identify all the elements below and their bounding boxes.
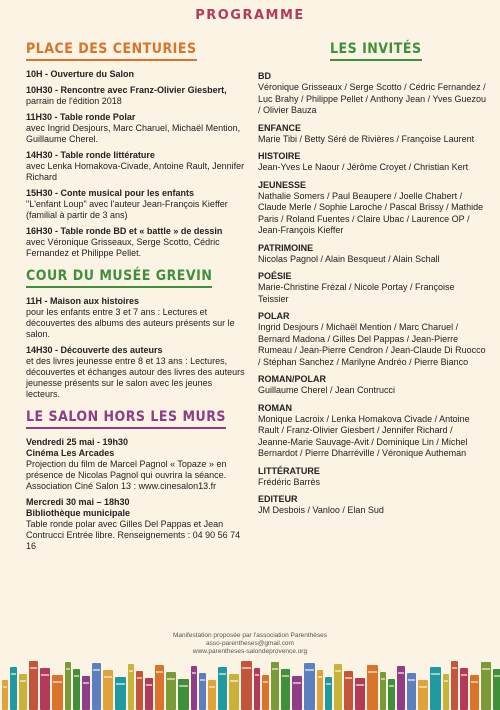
book-band	[255, 674, 259, 676]
event-title: 10H - Ouverture du Salon	[26, 69, 135, 79]
book-band	[3, 686, 7, 688]
book-spine	[82, 676, 90, 710]
book-spine	[380, 672, 386, 710]
book-band	[53, 681, 62, 683]
book-band	[242, 667, 251, 669]
book-spine	[229, 674, 239, 710]
book-band	[219, 673, 226, 675]
book-spine	[19, 674, 27, 710]
footer-email[interactable]: asso-parentheses@gmail.com	[206, 640, 294, 647]
event-title: 10H30 - Rencontre avec Franz-Olivier Giesbert,	[26, 85, 227, 95]
category-members: Marie-Christine Frézal / Nicole Portay / Françoise Teissier	[258, 282, 455, 304]
book-spine	[166, 672, 176, 710]
category-name: ROMAN/POLAR	[258, 374, 326, 384]
book-band	[66, 668, 70, 670]
event-item	[26, 345, 248, 400]
book-spine	[199, 673, 206, 710]
book-band	[30, 667, 37, 669]
event-item	[26, 85, 248, 107]
book-spine	[115, 677, 126, 710]
book-band	[200, 679, 205, 681]
guest-category	[258, 71, 486, 117]
guest-category	[258, 151, 486, 174]
book-band	[398, 672, 404, 674]
book-spine	[136, 671, 143, 710]
section-salon-hors-les-murs	[26, 408, 248, 552]
section-cour-du-musee	[26, 267, 248, 400]
event-title: 11H30 - Table ronde Polar	[26, 112, 136, 122]
event-desc: avec Lenka Homakova-Civade, Antoine Rault, Jennifer Richard	[26, 161, 245, 182]
book-band	[263, 681, 268, 683]
book-band	[116, 683, 125, 685]
event-desc: parrain de l'édition 2018	[26, 96, 122, 106]
guest-category	[258, 311, 486, 368]
book-spine	[292, 676, 302, 710]
book-spine	[388, 679, 395, 710]
bookshelf-decoration	[0, 658, 500, 710]
book-band	[471, 681, 478, 683]
book-band	[137, 677, 142, 679]
event-item	[26, 150, 248, 183]
book-spine	[344, 671, 353, 710]
book-band	[74, 675, 79, 677]
book-spine	[262, 675, 269, 710]
category-members: Marie Tibi / Betty Séré de Rivières / Françoise Laurent	[258, 133, 475, 144]
guest-category	[258, 271, 486, 305]
book-band	[345, 677, 352, 679]
book-band	[272, 668, 278, 670]
category-name: EDITEUR	[258, 494, 298, 504]
guest-category	[258, 403, 486, 460]
guest-category	[258, 180, 486, 237]
book-band	[326, 683, 331, 685]
program-column	[26, 40, 248, 557]
category-members: Véronique Grisseaux / Serge Scotto / Cédric Fernandez / Luc Brahy / Philippe Pellet / Anthony Jean / Yves Guezou / Olivier Bauza	[258, 82, 486, 115]
category-name: ENFANCE	[258, 122, 302, 133]
book-band	[494, 675, 500, 677]
book-band	[179, 685, 188, 687]
event-item	[26, 497, 248, 508]
page-title: PROGRAMME	[195, 8, 305, 23]
footer-organizer: Manifestation proposée par l'association Parenthèses	[172, 632, 328, 639]
event-desc: pour les enfants entre 3 et 7 ans : Lectures et découvertes des albums des auteurs présents sur le salon.	[26, 307, 235, 339]
event-item	[26, 508, 248, 552]
event-title: Bibliothèque municipale	[26, 508, 131, 518]
book-spine	[325, 677, 332, 710]
book-band	[167, 678, 175, 680]
book-spine	[178, 679, 189, 710]
category-name: JEUNESSE	[258, 179, 307, 190]
book-band	[209, 686, 215, 688]
book-spine	[470, 675, 479, 710]
category-name: PATRIMOINE	[258, 242, 314, 253]
book-band	[444, 680, 448, 682]
book-spine	[407, 673, 416, 710]
category-name: LITTÉRATURE	[258, 465, 320, 476]
book-spine	[443, 674, 449, 710]
book-band	[368, 671, 377, 673]
event-desc: Projection du film de Marcel Pagnol « Topaze » en présence de Nicolas Pagnol qui ouvrira la séance. Association Ciné Salon 13 : www.cinesalon13.fr	[26, 459, 227, 491]
book-band	[20, 680, 26, 682]
book-spine	[145, 678, 153, 710]
event-title: 14H30 - Découverte des auteurs	[26, 345, 163, 355]
book-band	[104, 676, 112, 678]
book-band	[431, 673, 440, 675]
event-title: 16H30 - Table ronde BD et « battle » de dessin	[26, 226, 223, 236]
event-item	[26, 448, 248, 492]
book-band	[419, 686, 427, 688]
guest-category	[258, 123, 486, 146]
category-name: POÉSIE	[258, 271, 292, 281]
category-name: HISTOIRE	[258, 151, 301, 161]
footer-website[interactable]: www.parentheses-salondeprovence.org	[192, 648, 308, 655]
event-item	[26, 296, 248, 340]
event-item	[26, 226, 248, 259]
event-title: 15H30 - Conte musical pour les enfants	[26, 188, 195, 198]
book-band	[293, 682, 301, 684]
book-spine	[418, 680, 428, 710]
book-band	[11, 673, 16, 675]
guest-category	[258, 243, 486, 266]
event-item	[26, 112, 248, 145]
section-heading: COUR DU MUSÉE GREVIN	[26, 268, 212, 288]
book-band	[408, 679, 415, 681]
category-members: Jean-Yves Le Naour / Jérôme Croyet / Christian Kert	[258, 162, 469, 172]
section-heading: PLACE DES CENTURIES	[26, 41, 197, 61]
book-band	[461, 674, 467, 676]
event-title: 14H30 - Table ronde littérature	[26, 150, 155, 160]
book-band	[389, 685, 394, 687]
category-members: Nathalie Somers / Paul Beaupere / Joelle Chabert / Claude Merle / Sophie Laroche / Pascal Brissy / Mathide Paris / Roland Fuentes / Claire Ubac / Laurence OP / Jean-François Kieffer	[258, 190, 484, 235]
event-item	[26, 437, 248, 448]
category-members: Frédéric Barrès	[258, 476, 321, 487]
category-members: Ingrid Desjours / Michaël Mention / Marc Charuel / Bernard Madona / Gilles Del Pappas / Jean-Pierre Rumeau / Jean-Pierre Cendron / Jean-Claude Di Ruocco / Stéphan Sanchez / Marilyne Andréo / Pierre Bianco	[258, 322, 486, 367]
book-band	[93, 669, 100, 671]
event-desc: et des livres jeunesse entre 8 et 13 ans : Lectures, découvertes et échanges autour des livres des auteurs jeunesse présents sur le salon avec les jeunes lecteurs.	[26, 356, 245, 399]
footer	[0, 632, 500, 656]
book-spine	[208, 680, 216, 710]
book-band	[305, 669, 314, 671]
section-place-des-centuries	[26, 40, 248, 259]
category-members: JM Desbois / Vanloo / Elan Sud	[258, 505, 384, 515]
event-title: Mercredi 30 mai – 18h30	[26, 497, 130, 507]
category-members: Nicolas Pagnol / Alain Besqueut / Alain Schall	[258, 253, 440, 264]
book-band	[41, 674, 49, 676]
book-band	[381, 678, 385, 680]
book-spine	[52, 675, 63, 710]
book-band	[83, 682, 89, 684]
book-band	[482, 668, 490, 670]
book-band	[230, 680, 238, 682]
book-band	[129, 670, 133, 672]
guest-category	[258, 374, 486, 397]
event-item	[26, 69, 248, 80]
guests-heading: LES INVITÉS	[330, 41, 422, 61]
category-members: Guillaume Cherel / Jean Contrucci	[258, 385, 396, 395]
book-band	[335, 670, 341, 672]
book-band	[452, 667, 457, 669]
event-title: Cinéma Les Arcades	[26, 448, 115, 458]
category-name: POLAR	[258, 311, 290, 321]
event-desc: Table ronde polar avec Gilles Del Pappas et Jean Contrucci Entrée libre. Renseignements : 04 90 56 74 16	[26, 519, 241, 551]
book-band	[356, 684, 364, 686]
event-title: Vendredi 25 mai - 19h30	[26, 437, 129, 447]
book-band	[146, 684, 152, 686]
event-desc: "L'enfant Loup" avec l'auteur Jean-François Kieffer (familial à partir de 3 ans)	[26, 199, 228, 220]
section-heading: LE SALON HORS LES MURS	[26, 409, 226, 429]
category-members: Monique Lacroix / Lenka Homakova Civade / Antoine Rault / Franz-Olivier Giesbert / Jennifer Richard / Jeanne-Marie Sauvage-Avit / Dominique Lin / Michel Bernardot / Pierre Dharréville / Véronique Autheman	[258, 413, 470, 458]
event-title: 11H - Maison aux histoires	[26, 296, 140, 306]
event-desc: avec Véronique Grisseaux, Serge Scotto, Cédric Fernandez et Philippe Pellet.	[26, 237, 220, 258]
category-name: BD	[258, 71, 271, 81]
guest-category	[258, 494, 486, 517]
guest-category	[258, 466, 486, 489]
guests-column	[258, 40, 486, 523]
category-name: ROMAN	[258, 402, 292, 413]
event-item	[26, 188, 248, 221]
event-desc: avec Ingrid Desjours, Marc Charuel, Michaël Mention, Guillaume Cherel.	[26, 123, 241, 144]
book-spine	[355, 678, 365, 710]
book-spine	[2, 680, 8, 710]
book-band	[318, 676, 322, 678]
book-band	[282, 675, 289, 677]
book-band	[156, 671, 163, 673]
book-band	[192, 672, 196, 674]
